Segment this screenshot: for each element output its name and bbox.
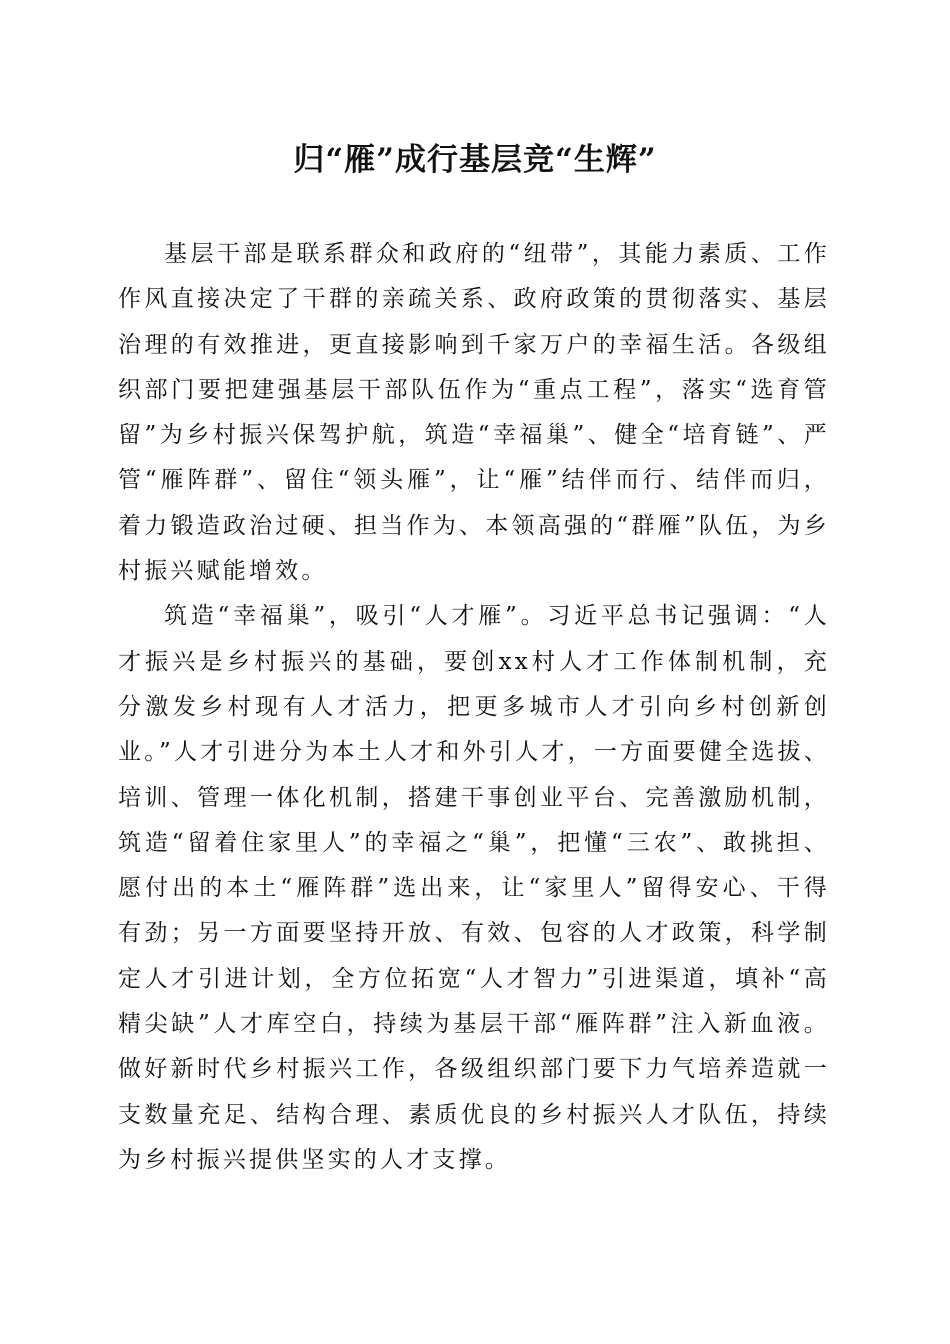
document-title: 归“雁”成行基层竞“生辉” [293,142,657,178]
document-body [118,232,830,1183]
paragraph-talent: 筑造“幸福巢”，吸引“人才雁”。习近平总书记强调：“人才振兴是乡村振兴的基础，要创xx村人才工作体制机制，充分激发乡村现有人才活力，把更多城市人才引向乡村创新创业。”人才引进分为本土人才和外引人才，一方面要健全选拔、培训、管理一体化机制，搭建干事创业平台、完善激励机制，筑造“留着住家里人”的幸福之“巢”，把懂“三农”、敢挑担、愿付出的本土“雁阵群”选出来，让“家里人”留得安心、干得有劲；另一方面要坚持开放、有效、包容的人才政策，科学制定人才引进计划，全方位拓宽“人才智力”引进渠道，填补“高精尖缺”人才库空白，持续为基层干部“雁阵群”注入新血液。做好新时代乡村振兴工作，各级组织部门要下力气培养造就一支数量充足、结构合理、素质优良的乡村振兴人才队伍，持续为乡村振兴提供坚实的人才支撑。 [118,603,830,1173]
paragraph-intro: 基层干部是联系群众和政府的“纽带”，其能力素质、工作作风直接决定了干群的亲疏关系、政府政策的贯彻落实、基层治理的有效推进，更直接影响到千家万户的幸福生活。各级组织部门要把建强基层干部队伍作为“重点工程”，落实“选育管留”为乡村振兴保驾护航，筑造“幸福巢”、健全“培育链”、严管“雁阵群”、留住“领头雁”，让“雁”结伴而行、结伴而归，着力锻造政治过硬、担当作为、本领高强的“群雁”队伍，为乡村振兴赋能增效。 [118,241,830,585]
